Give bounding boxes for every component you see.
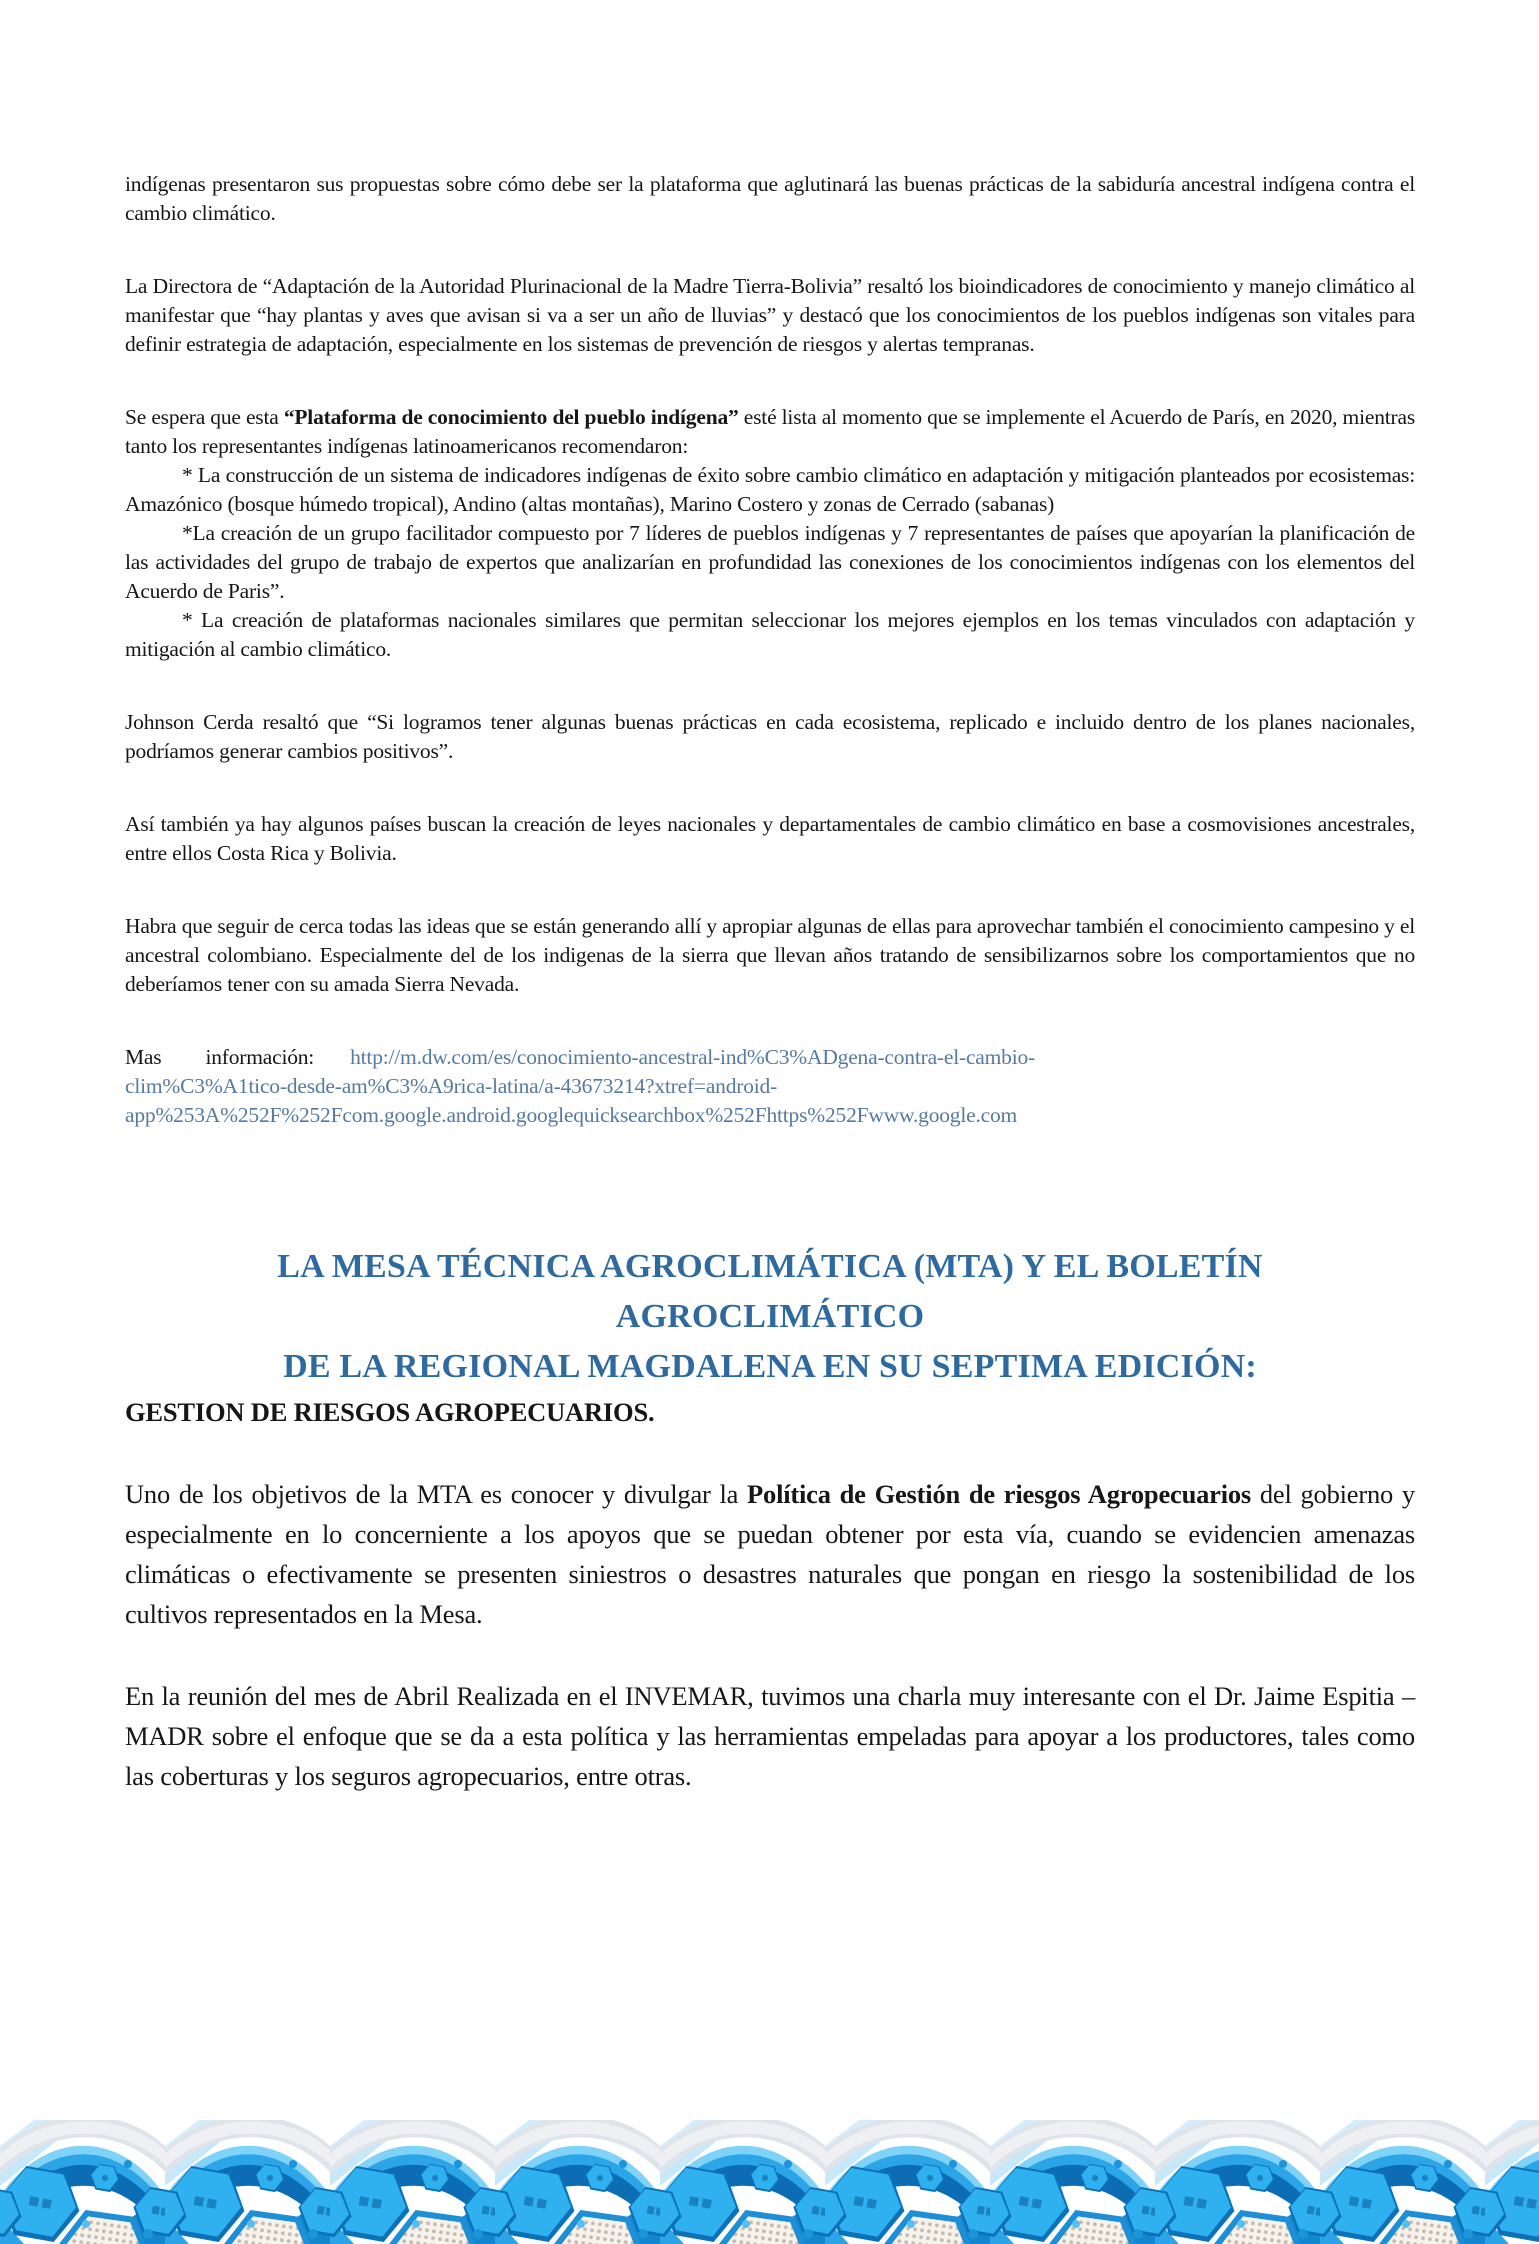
section-heading-line2: DE LA REGIONAL MAGDALENA EN SU SEPTIMA EDICIÓN: bbox=[283, 1348, 1257, 1385]
footer-decoration bbox=[0, 2120, 1539, 2244]
section-heading-mta bbox=[125, 1242, 1415, 1392]
section-heading-line1: LA MESA TÉCNICA AGROCLIMÁTICA (MTA) Y EL BOLETÍN AGROCLIMÁTICO bbox=[277, 1248, 1263, 1335]
more-info-label-2: información: bbox=[205, 1045, 315, 1069]
list-item: *La creación de un grupo facilitador compuesto por 7 líderes de pueblos indígenas y 7 representantes de países que apoyarían la planificación de las actividades del grupo de trabajo de expertos que analizarían en profundidad las conexiones de los conocimientos indígenas con los elementos del Acuerdo de Paris”. bbox=[125, 521, 1415, 603]
more-info-label-1: Mas bbox=[125, 1045, 162, 1069]
subsection-heading-gestion: GESTION DE RIESGOS AGROPECUARIOS. bbox=[125, 1397, 655, 1427]
document-body bbox=[125, 170, 1415, 1838]
paragraph-plataforma-post: esté lista al momento que se implemente el Acuerdo de París, en 2020, mientras tanto los representantes indígenas latinoamericanos recomendaron: bbox=[125, 405, 1415, 458]
hyperlink-url-line2[interactable]: clim%C3%A1tico-desde-am%C3%A9rica-latina/a-43673214?xtref=android- bbox=[125, 1074, 778, 1098]
hyperlink-url-line1[interactable]: http://m.dw.com/es/conocimiento-ancestral-ind%C3%ADgena-contra-el-cambio- bbox=[350, 1045, 1035, 1069]
paragraph-objetivos bbox=[125, 1474, 1415, 1634]
more-info-line bbox=[125, 1043, 1415, 1072]
paragraph-johnson-cerda: Johnson Cerda resaltó que “Si logramos tener algunas buenas prácticas en cada ecosistema, replicado e incluido dentro de los planes nacionales, podríamos generar cambios positivos”. bbox=[125, 710, 1415, 763]
list-item: * La construcción de un sistema de indicadores indígenas de éxito sobre cambio climático en adaptación y mitigación planteados por ecosistemas: Amazónico (bosque húmedo tropical), Andino (altas montañas), Marino Costero y zonas de Cerrado (sabanas) bbox=[125, 463, 1415, 516]
paragraph-objetivos-bold: Política de Gestión de riesgos Agropecuarios bbox=[747, 1479, 1252, 1509]
hyperlink-url-line3[interactable]: app%253A%252F%252Fcom.google.android.googlequicksearchbox%252Fhttps%252Fwww.google.com bbox=[125, 1103, 1018, 1127]
paragraph-plataforma bbox=[125, 403, 1415, 461]
paragraph-sierra-nevada: Habra que seguir de cerca todas las ideas que se están generando allí y apropiar algunas de ellas para aprovechar también el conocimiento campesino y el ancestral colombiano. Especialmente del de los indigenas de la sierra que llevan años tratando de sensibilizarnos sobre los comportamientos que no deberíamos tener con su amada Sierra Nevada. bbox=[125, 914, 1415, 996]
paragraph-intro: indígenas presentaron sus propuestas sobre cómo debe ser la plataforma que aglutinará las buenas prácticas de la sabiduría ancestral indígena contra el cambio climático. bbox=[125, 172, 1415, 225]
paragraph-plataforma-bold: “Plataforma de conocimiento del pueblo indígena” bbox=[283, 405, 739, 429]
paragraph-directora: La Directora de “Adaptación de la Autoridad Plurinacional de la Madre Tierra-Bolivia” resaltó los bioindicadores de conocimiento y manejo climático al manifestar que “hay plantas y aves que avisan si va a ser un año de lluvias” y destacó que los conocimientos de los pueblos indígenas son vitales para definir estrategia de adaptación, especialmente en los sistemas de prevención de riesgos y alertas tempranas. bbox=[125, 274, 1415, 356]
list-item: * La creación de plataformas nacionales similares que permitan seleccionar los mejores ejemplos en los temas vinculados con adaptación y mitigación al cambio climático. bbox=[125, 608, 1415, 661]
wave-hexagon-pattern-icon bbox=[0, 2120, 1539, 2244]
paragraph-objetivos-pre: Uno de los objetivos de la MTA es conocer y divulgar la bbox=[125, 1479, 748, 1509]
paragraph-objetivos-post: del gobierno y especialmente en lo concerniente a los apoyos que se puedan obtener por esta vía, cuando se evidencien amenazas climáticas o efectivamente se presenten siniestros o desastres naturales que pongan en riesgo la sostenibilidad de los cultivos representados en la Mesa. bbox=[125, 1479, 1415, 1629]
more-info-block bbox=[125, 1043, 1415, 1130]
paragraph-plataforma-pre: Se espera que esta bbox=[125, 405, 284, 429]
paragraph-leyes: Así también ya hay algunos países buscan la creación de leyes nacionales y departamentales de cambio climático en base a cosmovisiones ancestrales, entre ellos Costa Rica y Bolivia. bbox=[125, 812, 1415, 865]
paragraph-reunion-abril: En la reunión del mes de Abril Realizada en el INVEMAR, tuvimos una charla muy interesante con el Dr. Jaime Espitia – MADR sobre el enfoque que se da a esta política y las herramientas empeladas para apoyar a los productores, tales como las coberturas y los seguros agropecuarios, entre otras. bbox=[125, 1681, 1415, 1791]
